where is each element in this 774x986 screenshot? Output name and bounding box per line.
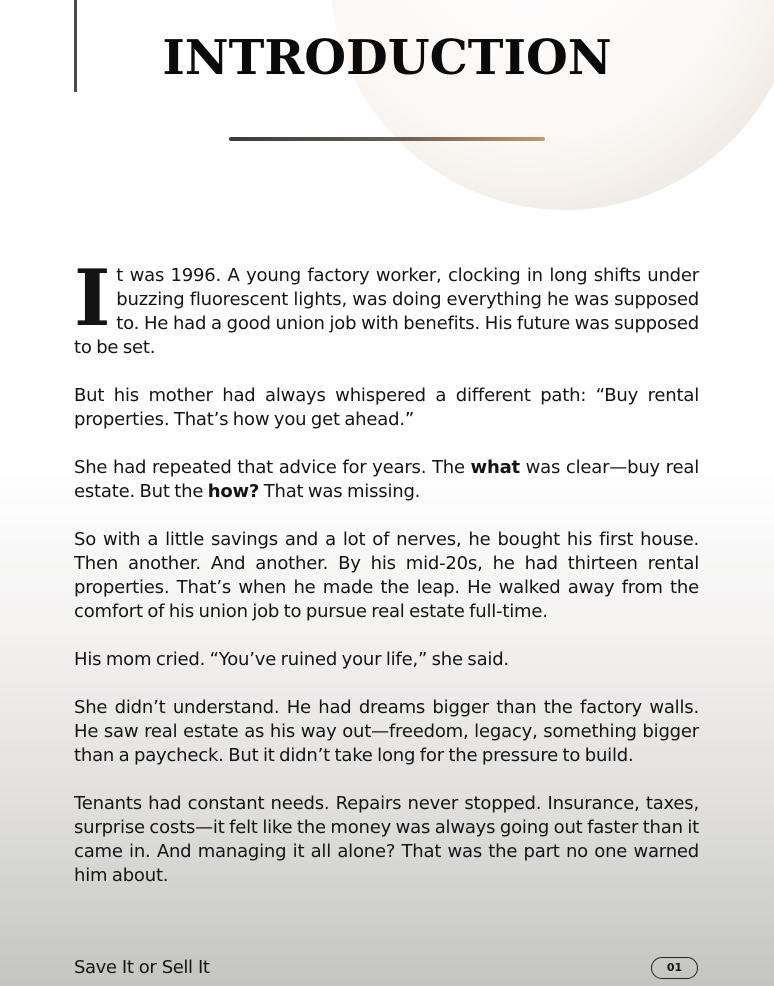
body-text — [74, 253, 699, 912]
emphasis-how: how? — [207, 481, 260, 502]
page-title: INTRODUCTION — [162, 30, 612, 86]
paragraph-6: She didn’t understand. He had dreams bigger than the factory walls. He saw real estate as his way out—freedom, legacy, something bigger than a paycheck. But it didn’t take long for the pressure to build. — [74, 697, 699, 766]
paragraph-1 — [74, 253, 699, 360]
paragraph-1-text: t was 1996. A young factory worker, clocking in long shifts under buzzing fluorescent lights, was doing everything he was supposed to. He had a good union job with benefits. His future was supposed to be set. — [74, 265, 699, 358]
paragraph-3-part-a: She had repeated that advice for years. The — [74, 457, 471, 478]
emphasis-what: what — [470, 457, 520, 478]
paragraph-7: Tenants had constant needs. Repairs never stopped. Insurance, taxes, surprise costs—it felt like the money was always going out faster than it came in. And managing it all alone? That was the part no one warned him about. — [74, 793, 699, 886]
paragraph-3 — [74, 456, 699, 504]
drop-cap: I — [74, 253, 111, 344]
paragraph-2: But his mother had always whispered a different path: “Buy rental properties. That’s how you get ahead.” — [74, 385, 699, 430]
paragraph-5: His mom cried. “You’ve ruined your life,” she said. — [74, 649, 509, 670]
paragraph-4: So with a little savings and a lot of nerves, he bought his first house. Then another. And another. By his mid-20s, he had thirteen rental properties. That’s when he made the leap. He walked away from the comfort of his union job to pursue real estate full-time. — [74, 529, 699, 622]
page-number-badge: 01 — [651, 957, 698, 979]
footer-book-title: Save It or Sell It — [74, 957, 210, 978]
paragraph-3-part-c: was clear—buy real estate. But the — [74, 457, 699, 502]
title-underline — [229, 137, 545, 141]
paragraph-3-part-e: That was missing. — [259, 481, 421, 502]
